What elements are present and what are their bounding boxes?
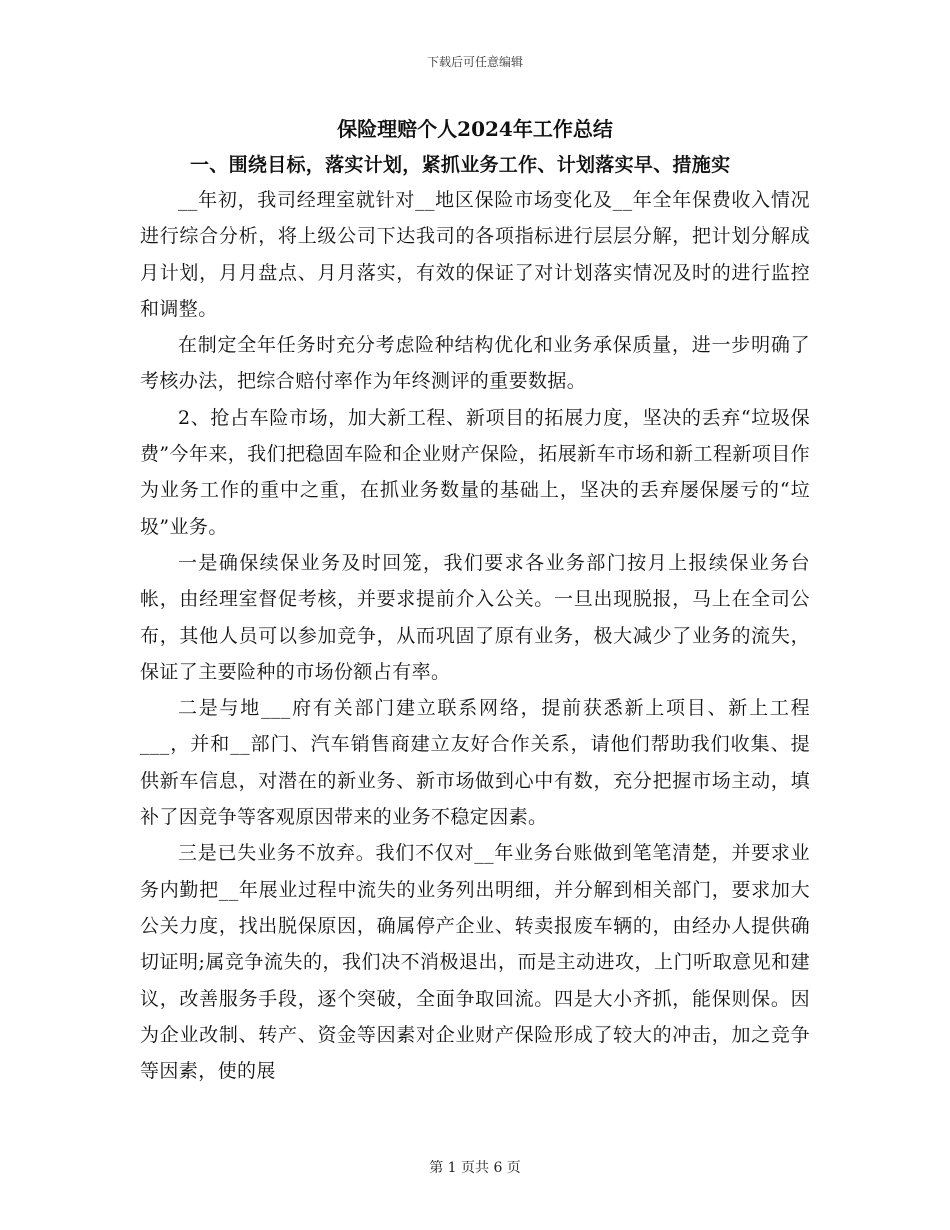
paragraph: 2、抢占车险市场，加大新工程、新项目的拓展力度，坚决的丢弃“垃圾保费”今年来，我们把稳固车险和企业财产保险，拓展新车市场和新工程新项目作为业务工作的重中之重，在抓业务数量的基础上，坚决的丢弃屡保屡亏的“垃圾”业务。 <box>140 406 810 538</box>
paragraph: 一是确保续保业务及时回笼，我们要求各业务部门按月上报续保业务台帐，由经理室督促考核，并要求提前介入公关。一旦出现脱报，马上在全司公布，其他人员可以参加竞争，从而巩固了原有业务，极大减少了业务的流失，保证了主要险种的市场份额占有率。 <box>140 551 810 683</box>
paragraph: 二是与地___府有关部门建立联系网络，提前获悉新上项目、新上工程___，并和__部门、汽车销售商建立友好合作关系，请他们帮助我们收集、提供新车信息，对潜在的新业务、新市场做到心中有数，充分把握市场主动，填补了因竞争等客观原因带来的业务不稳定因素。 <box>140 697 810 829</box>
paragraph: 在制定全年任务时充分考虑险种结构优化和业务承保质量，进一步明确了考核办法，把综合赔付率作为年终测评的重要数据。 <box>140 334 810 393</box>
paragraph: __年初，我司经理室就针对__地区保险市场变化及__年全年保费收入情况进行综合分析，将上级公司下达我司的各项指标进行层层分解，把计划分解成月计划，月月盘点、月月落实，有效的保证了对计划落实情况及时的进行监控和调整。 <box>140 189 810 320</box>
page-footer: 第 1 页共 6 页 <box>429 1160 521 1176</box>
section-heading: 一、围绕目标，落实计划，紧抓业务工作、计划落实早、措施实 <box>190 154 731 176</box>
document-title: 保险理赔个人2024年工作总结 <box>337 117 613 141</box>
page-header: 下载后可任意编辑 <box>426 55 523 69</box>
document-body <box>140 182 810 1089</box>
paragraph: 三是已失业务不放弃。我们不仅对__年业务台账做到笔笔清楚，并要求业务内勤把__年展业过程中流失的业务列出明细，并分解到相关部门，要求加大公关力度，找出脱保原因，确属停产企业、转卖报废车辆的，由经办人提供确切证明;属竞争流失的，我们决不消极退出，而是主动进攻，上门听取意见和建议，改善服务手段，逐个突破，全面争取回流。四是大小齐抓，能保则保。因为企业改制、转产、资金等因素对企业财产保险形成了较大的冲击，加之竞争等因素，使的展 <box>140 842 810 1083</box>
